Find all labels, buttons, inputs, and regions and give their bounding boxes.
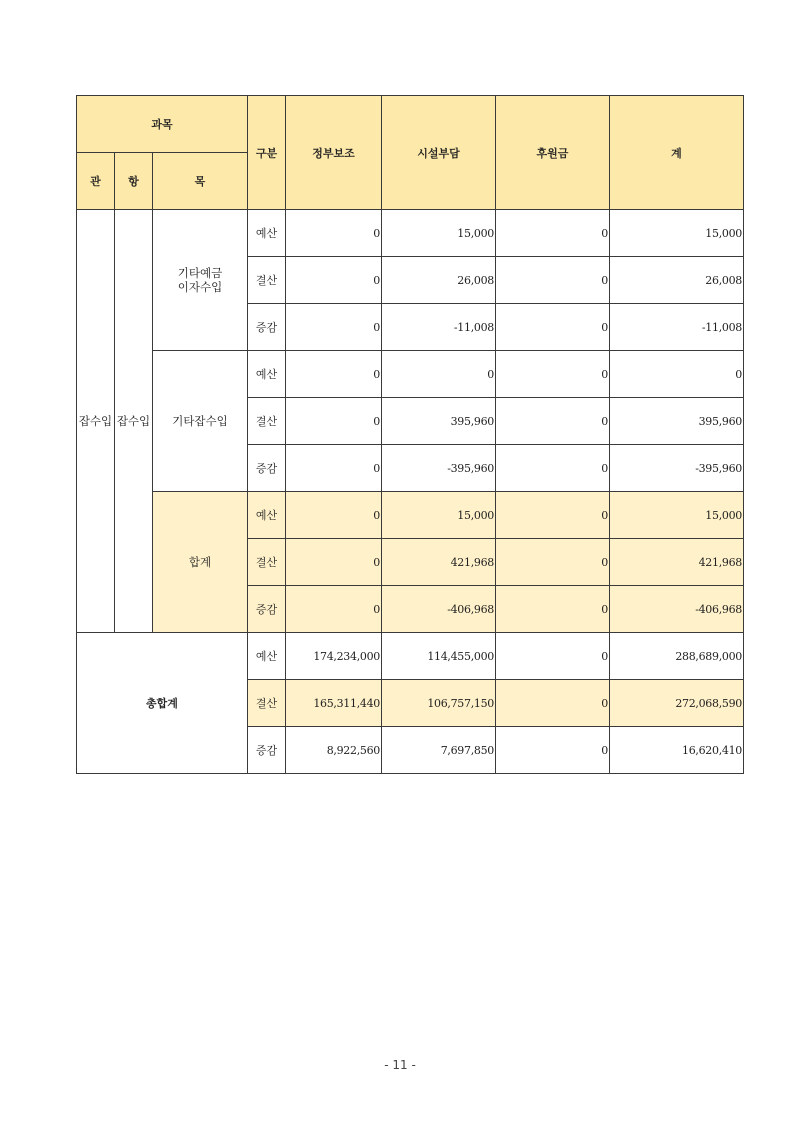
header-hang: 항 xyxy=(115,153,153,210)
cell-facility-burden: 421,968 xyxy=(382,539,496,586)
header-gwan: 관 xyxy=(77,153,115,210)
gwan-label: 잡수입 xyxy=(77,210,115,633)
cell-total: 16,620,410 xyxy=(610,727,744,774)
table-body xyxy=(77,210,744,774)
cell-government-subsidy: 0 xyxy=(286,210,382,257)
cell-donations: 0 xyxy=(496,304,610,351)
cell-donations: 0 xyxy=(496,398,610,445)
cell-total: 15,000 xyxy=(610,492,744,539)
mok-label xyxy=(153,351,248,492)
cell-government-subsidy: 0 xyxy=(286,257,382,304)
cell-donations: 0 xyxy=(496,539,610,586)
header-gubun: 구분 xyxy=(248,96,286,210)
cell-facility-burden: 15,000 xyxy=(382,492,496,539)
cell-total: -406,968 xyxy=(610,586,744,633)
cell-donations: 0 xyxy=(496,445,610,492)
cell-government-subsidy: 0 xyxy=(286,304,382,351)
header-mok: 목 xyxy=(153,153,248,210)
row-type: 증감 xyxy=(248,445,286,492)
row-type: 예산 xyxy=(248,351,286,398)
mok-label xyxy=(153,492,248,633)
mok-label xyxy=(153,210,248,351)
cell-government-subsidy: 165,311,440 xyxy=(286,680,382,727)
cell-donations: 0 xyxy=(496,492,610,539)
row-type: 예산 xyxy=(248,492,286,539)
cell-facility-burden: 26,008 xyxy=(382,257,496,304)
table-row xyxy=(77,492,744,539)
header-donations: 후원금 xyxy=(496,96,610,210)
cell-donations: 0 xyxy=(496,351,610,398)
table-row xyxy=(77,633,744,680)
cell-total: 15,000 xyxy=(610,210,744,257)
cell-facility-burden: 114,455,000 xyxy=(382,633,496,680)
page-number: - 11 - xyxy=(384,1058,416,1072)
table-row xyxy=(77,351,744,398)
cell-facility-burden: 7,697,850 xyxy=(382,727,496,774)
cell-donations: 0 xyxy=(496,257,610,304)
cell-government-subsidy: 0 xyxy=(286,351,382,398)
cell-total: 0 xyxy=(610,351,744,398)
cell-total: 272,068,590 xyxy=(610,680,744,727)
cell-donations: 0 xyxy=(496,727,610,774)
row-type: 결산 xyxy=(248,257,286,304)
cell-facility-burden: 395,960 xyxy=(382,398,496,445)
cell-total: -395,960 xyxy=(610,445,744,492)
mok-label-line: 이자수입 xyxy=(177,280,223,294)
cell-total: 26,008 xyxy=(610,257,744,304)
mok-label-line: 기타예금 xyxy=(177,266,223,280)
cell-government-subsidy: 174,234,000 xyxy=(286,633,382,680)
table-row xyxy=(77,210,744,257)
cell-government-subsidy: 0 xyxy=(286,398,382,445)
mok-label-line: 합계 xyxy=(188,555,212,569)
cell-government-subsidy: 0 xyxy=(286,492,382,539)
row-type: 증감 xyxy=(248,727,286,774)
header-gwamok: 과목 xyxy=(77,96,248,153)
budget-table xyxy=(76,95,744,774)
cell-total: 288,689,000 xyxy=(610,633,744,680)
mok-label-line: 기타잡수입 xyxy=(172,414,228,428)
cell-donations: 0 xyxy=(496,586,610,633)
table-header xyxy=(77,96,744,210)
cell-total: -11,008 xyxy=(610,304,744,351)
row-type: 증감 xyxy=(248,304,286,351)
cell-government-subsidy: 8,922,560 xyxy=(286,727,382,774)
cell-facility-burden: 106,757,150 xyxy=(382,680,496,727)
cell-facility-burden: -11,008 xyxy=(382,304,496,351)
cell-facility-burden: -395,960 xyxy=(382,445,496,492)
cell-facility-burden: -406,968 xyxy=(382,586,496,633)
header-facility-burden: 시설부담 xyxy=(382,96,496,210)
cell-facility-burden: 15,000 xyxy=(382,210,496,257)
cell-government-subsidy: 0 xyxy=(286,586,382,633)
cell-government-subsidy: 0 xyxy=(286,445,382,492)
cell-total: 395,960 xyxy=(610,398,744,445)
cell-donations: 0 xyxy=(496,680,610,727)
header-government-subsidy: 정부보조 xyxy=(286,96,382,210)
row-type: 결산 xyxy=(248,680,286,727)
row-type: 예산 xyxy=(248,633,286,680)
row-type: 증감 xyxy=(248,586,286,633)
cell-facility-burden: 0 xyxy=(382,351,496,398)
hang-label: 잡수입 xyxy=(115,210,153,633)
cell-donations: 0 xyxy=(496,210,610,257)
row-type: 결산 xyxy=(248,539,286,586)
grand-total-label: 총합계 xyxy=(77,633,248,774)
header-total: 계 xyxy=(610,96,744,210)
row-type: 예산 xyxy=(248,210,286,257)
cell-total: 421,968 xyxy=(610,539,744,586)
cell-government-subsidy: 0 xyxy=(286,539,382,586)
row-type: 결산 xyxy=(248,398,286,445)
cell-donations: 0 xyxy=(496,633,610,680)
